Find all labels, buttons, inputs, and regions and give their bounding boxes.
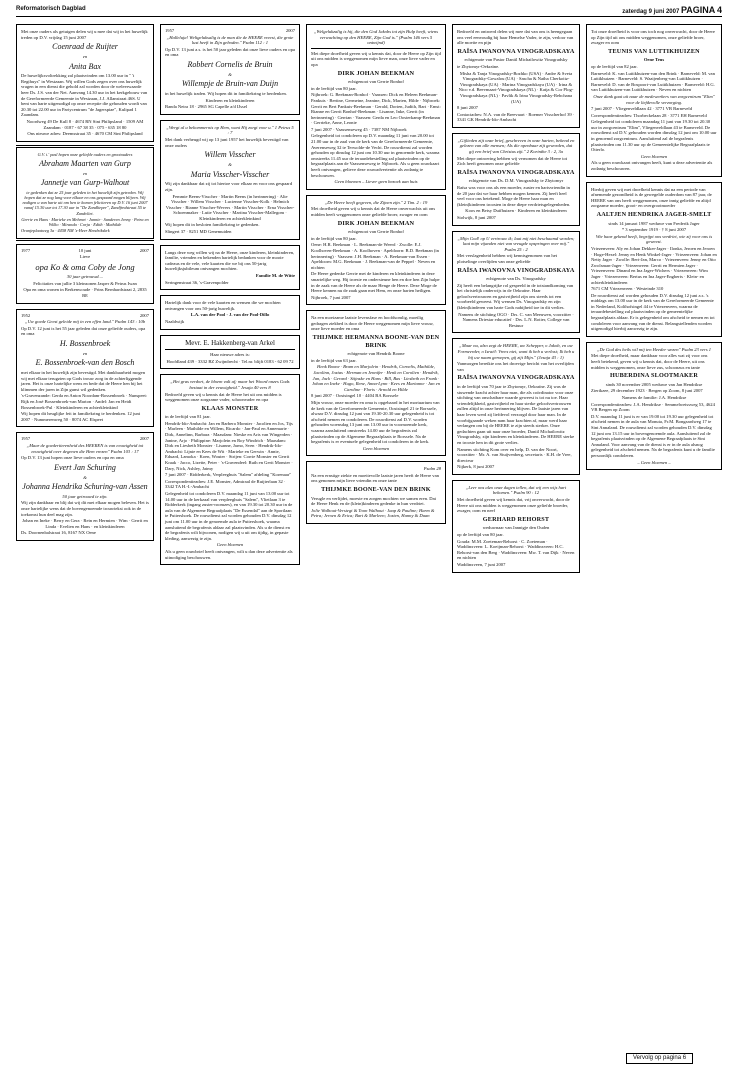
ad-body: in het huwelijk traden. Wij hopen dit in familiekring te herdenken. — [165, 91, 287, 97]
deceased-name: RAÏSA IWANOVNA VINOGRADSKAYA — [457, 47, 575, 55]
ad-obituary-jager-smelt — [586, 182, 722, 337]
ad-intro: Met droefheid geven wij u kennis dat de Heere onverwachts uit ons midden heeft weggenomen onze geliefde broer, zwager en oom — [311, 206, 436, 217]
ad-place: Waddinxveen, 7 juni 2007 — [457, 561, 506, 567]
ad-name: Abraham Maarten van Gurp — [39, 159, 131, 169]
year-end: 2007 — [139, 247, 149, 253]
ad-correspondence: Correspondentieadres: Thorbeckelaan 28 · 3771 EH Barneveld — [591, 112, 707, 118]
ad-obituary-vinogradskaya-ogo — [452, 231, 580, 334]
year-end: 2007 — [139, 312, 149, 318]
ad-body: De Heere gedenke Gerrie met de kinderen en kleinkinderen in deze smartelijke weg. Hij troeste en ondersteune hen en doe hen Zijn hulpe in de zaak van de Heere als de maar Henge de Heere. Deze Moge de Heere kennen nu de zaak gaan met Hem, en onze harten heiligen. — [311, 271, 440, 294]
ad-sub: sinds 14 januari 1987 weduwe van Frederik Jager — [608, 220, 700, 226]
ad-years — [21, 436, 149, 442]
ad-anniversary-van-gurp — [16, 147, 154, 239]
ad-family: Gerrie en Hans · Marieke en Mehmet · Jannie · Sanderen Jenny · Petra en Wilko · Miranda · Corja · Edith · Mathilde — [21, 216, 149, 228]
ad-intro: Met droefheid geven wij kennis dat, vrij onverwacht, door de Heere uit ons midden is weggenomen onze geliefde broeder, zwager, oom en neef — [457, 497, 570, 514]
ad-body: Langs deze weg willen wij na de Heere, onze kinderen, kleinkinderen, familie, vrienden en bekenden hartelijk bedanken voor de mooie cadeaus en de vele, vele kaarten die we bij ons 50-jarig huwelijksjubileum ontvangen mochten. — [165, 249, 295, 272]
ad-name: Maria Visscher-Visscher — [190, 169, 270, 179]
ad-intro: Op D.V. 13 juni hopen onze lieve ouders en opa en oma — [21, 455, 124, 461]
ad-dates: Zierikzee, 29 december 1923 · Bergen op Zoom, 8 juni 2007 — [591, 388, 703, 394]
ad-anniversary-de-bruin — [160, 24, 300, 115]
ad-body: te gedenken dat ze 25 jaar geleden in het huwelijk zijn getreden. Wij hopen dat ze nog lang voor elkaar en ons gespaard mogen blijven. Wij nodigen u van harte uit om hen te komen feliciteren op D.V. 16 juni 2007 vanaf 15.30 uur tot 17.30 uur in "De Zandlieper", Zandfredstraat 55 te Zandvliet. — [22, 189, 148, 216]
year-end: 2007 — [285, 28, 295, 33]
ad-intro: Met verslagenheid hebben wij kennisgenomen van het plotselinge overlijden van onze geliefde — [457, 253, 558, 264]
ad-intro: Na een moeizame laatste levensfase en hoofdsomlig, moeilig gedragen ziekbed is door de Heere weggenomen mijn lieve vrouw, onze lieve moeder en oma — [311, 315, 434, 332]
date: 10 juni — [78, 247, 92, 253]
ad-verse: „Maar nu, alzo zegt de HEERE, uw Schepper, o Jakob, en uw Formeerder, o Israël: Vrees niet, want ik heb u verlost; Ik heb u bij uw naam geroepen, gij zijt Mijn." (Jesaja 43 : 1) — [457, 343, 575, 360]
ad-sub: sinds 30 november 2005 weduwe van Jan Hendrikse — [605, 381, 703, 387]
ad-family: Nijbroek: G. Beekman-Bonhof · Vaassen: Dick en Heleen Beekman-Pankuis · Bertine, Germeine, Jeanine, Dick, Marten, Hilde · Nijbroek: Gerrit en Bert Pankuis-Beekman · Gerald, Dorien, Judith, Bart · Emst: Rianne en Gerrit Bonhof-Beekman · Lisanne, Inke, Gerrit (in herinnering) · Gerrian · Vaassen: Gerda en Leo Oosterkamp-Beekman · Gerrieke, Anne, Leonie — [311, 92, 441, 126]
ad-and: en — [82, 53, 88, 59]
ad-intro: Op D.V. 13 juni a.s. is het 50 jaar geleden dat onze lieve ouders en opa en oma — [165, 46, 295, 58]
ad-flowers: – Geen bloemen – — [637, 459, 671, 465]
ad-family: Barneveld: K. van Luttikhuizen-van den Brink · Barneveld: M. van Luttikhuizen · Barneveld: S. Waaijenberg-van Luttikhuizen · Barneveld: D. van de Bospoort-van Luttikhuizen · Barneveld: H.G. van Luttikhuizen-van Luttikhuizen · Neven en nichten — [591, 70, 715, 93]
ad-family: Oene: H.R. Beekman · L. Beekman-de Weerd · Zwolle: E.J. Koolhoven-Beekman · A. Koolhoven · Apeldoorn: B.D. Beekman (in herinnering) · Vaassen: J.H. Beekman · A. Beekman-van Essen · Apeldoorn: M.G. Beekman · J. Beekman-van de Peppel · Neven en nichten — [311, 242, 439, 270]
ad-sub: 50 jaar getrouwd te zijn. — [62, 493, 108, 499]
ad-intro: Hierbij geven wij met droefheid kennis dat na een periode van afnemende gezondheid is de gewegelde ouderdom van 87 jaar, de HEERE van ons heeft weggenomen, onze innig geliefde en altijd zorgzame moeder, groot- en overgrootmoeder — [591, 186, 712, 209]
ad-place: te Zhytomyr-Oekraïne. — [457, 63, 500, 69]
ad-sub: echtgenote van Hendrik Boone — [347, 351, 405, 357]
ad-address: Slingert 37 · 8251 MD Genemuiden — [165, 229, 232, 235]
ad-intro: Met onze ouders als getuigen delen wij u mee dat wij in het huwelijk treden op D.V. vrijdag 15 juni 2007 — [21, 29, 148, 40]
page-date-number: zaterdag 9 juni 2007 PAGINA 4 — [622, 5, 722, 15]
ad-verse: „Leer ons alzo onze dagen tellen, dat wij een wijs hart bekomen." Psalm 90 : 12 — [465, 484, 567, 496]
ad-name: Anita Bax — [69, 61, 101, 71]
ad-sub: echtgenoot van Gerrie Bonhof — [348, 229, 404, 235]
ad-name: Coenraad de Ruijter — [52, 42, 118, 52]
divider — [165, 349, 295, 350]
ad-date: Nijbroek, 7 juni 2007 — [311, 294, 351, 300]
ad-body: Gelegenheid tot condoleren D.V. maandag 11 juni van 13.00 uur tot 14.00 uur in de kerkzaal van verpleeghuis "Salem", Vlietlaan 3 te Ridderkerk (ingang zuster-roomzes), en van 19.30 tot 20.30 uur in de aula van de Algemene Begraafplaats "De Essendal" aan de Sportlaan te Puttershoek. De rouwdienst zal worden gehouden D.V. dinsdag 12 juni om 11.00 uur in de genoemde aula te Puttershoek, waarna aansluitend de begrafenis aldaar zal plaatsvinden. Als u de dienst en de begrafenis wilt bijwonen, nodigen wij u uit om tijdig, in gepaste kleding, aanwezig te zijn. — [165, 490, 293, 541]
ad-intro: Met diepe droefheid geven wij u kennis dat, door de Heere op Zijn tijd uit ons midden is weggenomen mijn lieve man, onze lieve vader en opa — [311, 50, 441, 67]
ad-family: Namens de familie: J.A. Hendrikse — [621, 394, 687, 400]
ad-sub: weduwnaar van Jannigje den Ouden — [482, 525, 550, 531]
ad-verse: „De Heere heeft gegeven, die Zijnen zijn." 2 Tim. 2 : 19 — [324, 199, 428, 205]
ad-intro: Op D.V. 12 juni is het 55 jaar geleden dat onze geliefde ouders, opa en oma — [21, 325, 146, 337]
ad-obituary-vinogradskaya-kom-over — [452, 338, 580, 474]
ad-correspondence: Correspondentieadres: J.E. Monster, Admiraal de Ruijterlaan 32 · 3342 TA H.-I.-Ambacht — [165, 478, 286, 490]
divider — [311, 48, 441, 49]
page-header — [16, 4, 722, 17]
ad-body: Zij heeft een belangrijke rol gespeeld in de totstandkoming van het christelijk onderwijs in de Oekraïne. Haar geloofsvertrouwen en gastvrijheid zijn ons steeds tot een voorbeeld geweest. Wij wensen Ds. Vinogradsky en zijn (klein)kinderen van harte Gods nabijheid toe in dit verlies. — [457, 282, 574, 311]
ad-correspondence: Correspondentieadres: J.A. Hendrikse · Semmelweissweg 53, 4624 VB Bergen op Zoom — [591, 401, 715, 413]
ad-age: op de leeftijd van 82 jaar. — [591, 63, 638, 69]
ad-intro: Met diepe ontroering hebben wij vernomen dat de Heere tot Zich heeft genomen onze geliefde — [457, 155, 568, 167]
ad-date: 7 juni 2007 · Vaassenseweg 45 · 7387 NM Nijbroek — [311, 126, 407, 132]
ad-intro: Na een ernstige ziekte en moeitevolle laatste jaren heeft de Heere van ons genomen mijn lieve vriendin en onze tante — [311, 472, 439, 484]
ad-verse: „Halleluja! Weltgeluksalig is de man die de HEERE vreest, die grote lust heeft in Zijn geboden." Psalm 112 : 1 — [166, 34, 294, 46]
ad-anniversary-schuring — [16, 432, 154, 541]
ad-verse: „Wergt al u bekommernis op Hem, want Hij zorgt voor u." 1 Petrus 5 : 7 — [166, 124, 294, 136]
ad-body: in de leeftijd van 70 jaar te Zhytomyr, Oekraïne. Zij was de stuwende kracht achter haar man, die als coördinator voor onze stichting van onschatbare waarde geweest is tot nu toe. Haar vriendelijkheid, gastvrijheid en haar sterke geloofsvertrouwen zullen altijd in onze herinnering blijven. De laatste jaren van haar leven werd zij liefdevol verzorgd door haar man. In de voorbijgaande weken nam haar krachten af, maar werd haar verlangen om bij de HEERE te zijn steeds sterker. Onze gedachten gaan uit naar onze broeder, Daniil Michailowitz Vinogradsky, zijn kinderen en kleinkinderen. De HEERE sterke en trooste hen in dit grote verlies. — [457, 383, 575, 445]
ad-verse: „Maar de goedertierenheid des HEEREN is van eeuwigheid tot eeuwigheid over degenen die Hem vrezen" Psalm 103 : 17 — [26, 442, 144, 454]
column-1 — [16, 24, 154, 1056]
ad-sub: echtgenote van Ds. D.M. Vinogradsky te Zhytomyr — [468, 178, 564, 184]
ad-body: Wij zijn dankbaar en blij dat wij dit met elkaar mogen beleven. Het is onze hartelijke wens dat de bovengenoemde trouwtekst ook in de toekomst hun deel mag zijn. — [21, 500, 149, 517]
ad-flowers: Geen bloemen — [216, 542, 244, 548]
ad-body: Raïsa was voor ons als een moeder, zuster en hartsvriendin in de 20 jaar dat we haar hebben mogen kennen. Zij heeft heel veel voor ons betekend. Moge de Heere haar man en (klein)kinderen troosten in deze diepe verdrietsgelegenheden. — [457, 185, 571, 207]
ad-name: Johanna Hendrika Schuring-van Assen — [22, 482, 148, 492]
ad-wedding-de-ruijter — [16, 24, 154, 142]
ad-family: 's-Gravenzande: Gerda en Anton Noordam-Bossenbroek · Nunspeet: Rijk en José Bossenbroek-van Marion · Andel: Jan en Heidi Bossenbroek-Pul · Kleinkinderen en achterkleinkind — [21, 393, 148, 410]
ad-sub: echtgenote van Ds. Vinogradsky — [486, 276, 546, 282]
ad-intro: Met diepe droefheid, maar dankbaar voor alles wat zij voor ons heeft betekend, geven wij u kennis dat, door de Heere, uit ons midden is weggenomen, onze lieve zus, schoonzus en tante — [591, 353, 708, 370]
ad-years — [165, 28, 295, 34]
ad-verse: G.V. i.' pasl hopen onze geliefde ouders en grootouders — [37, 151, 133, 157]
ad-body: Mijn vrouw, onze moeder en oma is opgebaard in het mortuarium van de kerk van de Gereformeerde Gemeente, Oostsingel 21 te Borssele, alwaar D.V. dinsdag 12 juni van 19.30-20.30 uur gelegenheid is tot afscheid nemen en condoleren. De rouwdienst zal D.V. worden gehouden woensdag 13 juni om 13.00 uur in voornoemde kerk, waarna aansluitend omstreeks 14.00 uur de begrafenis zal plaatsvinden op de Algemene Begraafplaats te Borssele. Na de begrafenis is er eventuele gelegenheid tot condoleren in de kerk. — [311, 399, 440, 445]
ad-signature: Namens de stichting OGO · Drs. C. van Meeuwen, voorzitter · Namens Driestar educatief · Drs. L.N. Rotier, College van Bestuur — [458, 311, 574, 328]
ad-body: met elkaar in het huwelijk zijn bevestigd. Met dankbaarheid mogen wij met elkaar terugzien op Gods trouw zorg in de achterliggende jaren. Het is onze hartelijke wens en bede dat de Heere hen bij het klimmen der jaren in Zijn gunst wil gedenken. — [21, 370, 145, 392]
column-5 — [586, 24, 722, 1050]
ad-family: Misha & Tanja Vinogradsky-Bozhko (USA) · Andre & Sveta Vinogradsky-Gowalou (UA) · Sascha & Natha Cherkoitz-Vinogradskaya (UA) · Marina Vinogradskaya (UA) · Irina & Nico v.d. Beevmaart-Vinogradskaya (NL) · Katja & Cor Plog-Vinogradskaya (NL) · Pavlik & Irina Vinogradsky-Rebchana (UA) — [458, 70, 574, 104]
ad-name: Evert Jan Schuring — [54, 462, 116, 472]
deceased-name: RAÏSA IWANOVNA VINOGRADSKAYA — [457, 266, 575, 274]
ad-body: Felicitaties van jullie 3 kleinzonen Jasper & Petrus Iwan — [33, 280, 137, 286]
ad-sub: echtgenoot van Gerrie Bonhof — [348, 79, 404, 85]
ad-age: in de leeftijd van 80 jaar. — [311, 235, 357, 241]
ad-and: en — [82, 350, 88, 356]
ad-name: opa Ko & oma Coby de Jong — [35, 261, 135, 272]
ad-body: Hartelijk dank voor de vele kaarten en wensen die we mochten ontvangen voor ons 50-jarig huwelijk. — [165, 300, 281, 311]
deceased-name: RAÏSA IWANOVNA VINOGRADSKAYA — [457, 168, 575, 176]
ad-and: & — [228, 161, 232, 167]
ad-place: Stolwijk, 8 juni 2007 — [457, 214, 496, 220]
column-4 — [452, 24, 580, 1056]
ad-date: 8 juni 2007 — [457, 105, 478, 111]
year-end: 2007 — [139, 436, 149, 442]
ad-note: Wij hopen dit in besloten familiekring te gedenken. — [165, 222, 260, 228]
ad-years — [21, 248, 149, 254]
deceased-name: AALTJEN HENDRIKA JAGER-SMELT — [596, 211, 712, 218]
ad-anniversary-de-jong — [16, 244, 154, 304]
ad-sub: Haar nieuwe adres is: — [210, 352, 250, 358]
ad-address: Seringenstraat 36, 's-Gravenpolder — [165, 279, 229, 285]
ad-age: in de leeftijd van 80 jaar. — [311, 85, 357, 91]
ad-address-hakkenberg — [160, 335, 300, 370]
deceased-name: KLAAS MONSTER — [201, 404, 259, 412]
column-3 — [306, 24, 446, 1056]
ad-years — [21, 313, 149, 319]
ad-obituary-rehorst — [452, 480, 580, 573]
continued-on-page-link[interactable]: Vervolg op pagina 6 — [626, 1053, 693, 1064]
ad-place: Naaldwijk — [165, 319, 185, 324]
deceased-name: THIJMKE BOONE-VAN DEN BRINK — [321, 486, 431, 494]
ad-sub: echtgenote van Pastor Daniil Michailowitz Vinogradsky — [464, 57, 568, 63]
deceased-name: DIRK JOHAN BEEKMAN — [337, 219, 415, 227]
ad-obituary-van-luttikhuizen — [586, 24, 722, 177]
ad-name: Mevr. E. Hakkenberg-van Arkel — [185, 338, 275, 347]
ad-signature: Jolie Walhout-Verstegt & Toon Walhout · Jaap & Pauline; Harm & Petra; Jeroen & Erica; Bart & Marleen; Jozien, Hanny & Daan — [311, 507, 435, 519]
ad-body: Verugle en verlijdet, moeste en zorgen mochten we samen eren. Dat de Heere Henk en de (klein)kinderen gedenke in hun verdriet. — [311, 495, 436, 507]
ad-verse: „Het gras verdort, de bloem valt af; maar het Woord onzes Gods bestaat in der eeuwigheid." Jesaja 40 vers 8 — [170, 379, 290, 390]
ad-name: H. Bossenbroek — [59, 338, 111, 348]
ad-body: De huwelijksvoltrekking zal plaatsvinden om 13.00 uur in " 't Regthuys" in Westzaan. Wij willen Gods zegen over ons huwelijk vragen in een dienst die gehold zal worden door de weleerwaarde heer Ds. J.S. van der Net. Aanvang 14.30 uur in het kerkgebouw van de Gereformeerde Gemeente in Westzaan, J.J. Allanstraat 46S. U bent van harte uitgenodigd op onze receptie die gehouden wordt van 20.30 tot 22.00 uur in Partycentrum "de Jagerspiae", Kulipad 1 Zaandam. — [21, 73, 148, 118]
ad-obituary-slootmaker — [586, 342, 722, 470]
ad-name: Willempje de Bruin-van Duijn — [181, 79, 279, 89]
ad-obituary-beekman-family — [306, 24, 446, 190]
year-start: 1957 — [165, 28, 175, 33]
ad-new-address: Ons nieuwe adres: Deemsstraat 35 · 4670 CM Sint Philipsland — [27, 131, 143, 137]
deceased-name: HUBERDINA SLOOTMAKER — [609, 372, 699, 380]
ad-flowers: Geen bloemen — [640, 153, 668, 159]
ad-verse: „Gijlieden zijt onze brief, geschreven in onze harten, bekend en gelezen van alle mensen; Als die openbaar zijt geworden, dat gij een brief van Christus zijt." 2 Korinthe 3 : 2, 3a — [457, 137, 575, 155]
ad-signature: Familie M. de Witte — [255, 273, 295, 279]
ad-flowers: Geen bloemen — [362, 445, 390, 451]
ad-address: 7671 CM Vriezenveen · Westeinde 310 — [591, 286, 664, 292]
ad-obituary-vinogradskaya-duifhuizen — [452, 133, 580, 226]
ad-dates: * 3 september 1919 · † 8 juni 2007 — [621, 227, 687, 233]
ad-end: Als u geen rouwkaart ontvangen heeft, kunt u deze advertentie als zodanig beschouwen. — [591, 160, 713, 172]
ad-address: Ds. Doornenbalstraat 16, 8167 NX Oene — [21, 530, 96, 536]
ad-intro: Tot onze droefheid is voor ons toch nog onverwacht, door de Heere op Zijn tijd uit ons midden weggenomen, onze geliefde broer, zwager en oom — [591, 29, 715, 46]
year-start: 1977 — [21, 247, 31, 253]
deceased-name: THIJMKE HERMANNA BOONE-VAN DEN BRINK — [312, 334, 440, 349]
ad-body: Gelegenheid tot condoleren maandag 11 juni van 19.30 tot 20.30 uur in zorgcentrum "Elim", Vliegenveldlaan 43 te Barneveld. De rouwdienst zal D.V. gehouden worden dinsdag 12 juni om 10.00 uur in genoemd zorgcentrum. Aansluitend zal de begrafenis plaatsvinden om 11.30 uur op de Gemeentelijke Begraafplaats te Otterlo. — [591, 119, 717, 153]
ad-obituary-beekman-siblings — [306, 195, 446, 305]
ad-family: Vriezenveen: Aly en Johan Dekker-Jager · Ilonka, Jeroen en Jeroen · Hoge-Hexel: Jenny en Henk Winkel-Jager · Vriezenveen: Johan en Netty Jager · Zwolle: Bert-Jan, Marco · Vriezenveen: Jenny en Otto Zwolsman-Jager · Vriezenveen: Gerrit en Hermien Jager · Vriezenveen: Dinand en Ina Jager-Wichers · Vriezenveen: Wim Jager · Vriezenveen: Bertus en Ina Jager-Engberts · Klein- en achterkleinkinderen — [591, 245, 717, 285]
ad-anniversary-bossenbroek — [16, 309, 154, 428]
ad-anniversary-visscher — [160, 120, 300, 240]
ad-age: in de leeftijd van 81 jaar. — [165, 414, 211, 420]
ad-obituary-boone-family — [306, 310, 446, 456]
ad-name: Willem Visscher — [204, 150, 256, 160]
deceased-name: DIRK JOHAN BEEKMAN — [337, 69, 415, 77]
ad-intro: Vanmorgen bereikte ons het droevige bericht van het overlijden van — [457, 361, 574, 372]
year-start: 1957 — [21, 436, 31, 442]
ad-verse: Wie haar gekend heeft, begrijpt ons verdriet, wie zij voor ons is geweest. — [595, 233, 713, 245]
deceased-name: GERHARD REHORST — [482, 515, 550, 523]
ad-thanks-de-witte — [160, 245, 300, 291]
ad-date: 8 juni 2007 · Oostsingel 10 · 4404 BA Borssele — [311, 393, 399, 399]
ad-address: Noordweg 49 De Kull 8 · 4674 RN Sint Philipsland · 1509 AM Zaandam · 0187 - 67 38 35 · 075 - 635 18 80 — [26, 119, 144, 130]
ad-address: Opa en oma wonen in Berkenwoude · Prins Bernhardstraat 2, 2835 BE — [23, 287, 147, 298]
ad-family: Gouda: M.M. Zoeteman-Rehorst · C. Zoeteman · Waddinxveen: L. Koeijman-Rehorst · Waddinxveen: H.C. Rehorst-van den Berg · Waddinxveen: Mw. T. van Dijk · Neven en nichten — [457, 538, 575, 561]
newspaper-name: Reformatorisch Dagblad — [16, 6, 86, 12]
ad-address: Hoofdland 439 · 3332 BZ Zwijndrecht · Tel.nr. blijft 0183 - 62 09 72 — [166, 358, 294, 364]
ad-address: Banda Neira 18 · 2965 SG Capelle a/d IJssel — [165, 104, 248, 110]
ad-date: 7 juni 2007 · Ridderkerk, Verpleeghuis "Salem" afdeling "Korenaar" — [165, 472, 292, 478]
ad-end: Als u geen rouwbrief heeft ontvangen, wilt u dan deze advertentie als uitnodiging beschouwen. — [165, 548, 293, 560]
ad-and: & — [228, 71, 232, 77]
ad-body: Wij zijn dankbaar dat zij tot hiertoe voor elkaar en voor ons gespaard zijn. — [165, 181, 293, 192]
ad-address: Oranjeplaatweg 3a · 4458 NM 's-Heer Hendrikskrk — [21, 228, 110, 234]
ad-signature: Koos en Betsy Duifhuizen · Kinderen en kleinkinderen — [465, 208, 567, 214]
ad-intro: Bedroefd en ontroerd delen wij mee dat van ons is heengegaan ons veel eenvoudig bij haar Hemelse Vader, te zijn, verloor van alle moeite en pijn — [457, 29, 574, 46]
ad-verse: Psalm 28 — [423, 466, 441, 472]
deceased-name: TEUNIS VAN LUTTIKHUIZEN — [608, 47, 700, 55]
ad-note: Onze dank gaat uit naar de medewerkers van zorgcentrum "Elim" voor de liefdevolle verzorging. — [593, 93, 715, 105]
ad-body: Gelegenheid tot condoleren op D.V. maandag 11 juni van 20.00 tot 21.00 uur in de zaal van de kerk van de Gereformeerde Gemeente, Averenseweg 32 te Terwolde-de Vecht. De rouwdienst zal worden gehouden op dinsdag 12 juni om 10.30 uur in genoemde kerk, waarna omstreeks 11.45 uur de teraardebestelling zal plaatsvinden op de begraafplaats aan de Vaassenseweg te Nijbroek. Als u geen rouwkaart heeft ontvangen, gelieve deze rouwadvertentie als zodanig te beschouwen. — [311, 133, 440, 178]
ad-obituary-boone-friends — [306, 461, 446, 524]
ad-age: op de leeftijd van 80 jaar. — [457, 532, 504, 537]
ad-place: Nijkerk, 8 juni 2007 — [457, 464, 495, 470]
ad-address: 7 juni 2007 · Vliegenveldlaan 42 · 3771 VB Barneveld — [591, 106, 693, 112]
ad-verse: „Mijn God! op U vertrouw ik; laat mij niet beschaamd worden; laat mijn vijanden niet van vreugde opspringen over mij." Psalm 25 : 2 — [457, 235, 575, 252]
ad-family: Kinderen en kleinkinderen — [205, 97, 255, 103]
ad-verse: „Uw goede Geest geleide mij in een effen land." Psalm 143 : 10b — [24, 319, 146, 325]
ad-verse: „De God des heils wil mij ten Heeder wezen" Psalm 23 vers 1 — [596, 346, 712, 352]
ad-and: en — [82, 170, 88, 176]
ad-signature: L.A. van der Pool · J. van der Pool-Dillo — [190, 312, 270, 318]
year-start: 1952 — [21, 312, 31, 318]
ad-obituary-vinogradskaya-family — [452, 24, 580, 128]
ad-obituary-monster — [160, 374, 300, 565]
ad-name: Robbert Cornelis de Bruin — [187, 59, 273, 69]
column-2 — [160, 24, 300, 1056]
ad-verse: „Welgelukzalig is hij, die den God Jakobs tot zijn Hulp heeft, wiens verwachting op den HEERE, Zijn God is." (Psalm 146 vers 5 ontwijnd) — [314, 29, 438, 46]
ad-age: in de leeftijd van 63 jaar. — [311, 357, 357, 363]
ad-name: Jannetje van Gurp-Walhout — [40, 178, 130, 188]
deceased-name: RAÏSA IWANOVNA VINOGRADSKAYA — [457, 374, 575, 382]
ad-flowers: Geen bloemen – Liever geen bezoek aan huis — [334, 179, 418, 185]
ad-family: Femmie Beens-Visscher · Martin Beens (in herinnering) · Alie Visscher · Willem Visscher · Lucienne Visscher-Kolk · Helmich Visscher · Rianne Visscher-Wevers · Martin Visscher · Erna Visscher-Schoenmaker · Lutie Visscher · Martina Visscher-Mallegom · Kleinkinderen en achterkleinkind — [165, 193, 295, 221]
ad-sub: Oene Teus — [643, 57, 665, 63]
ad-sub: 30 jaar getrouwd.... — [66, 274, 104, 280]
ad-intro: Bedroefd geven wij u kennis dat de Heere het uit ons midden is weggenomen onze zorgzame vader, schoonvader en opa — [165, 391, 282, 403]
ad-contact: Contactadres: N.A. van de Breevaart · Roemer Visscherhof 39 · 3341 GK Hendrik-Ido-Ambacht — [457, 111, 575, 123]
ad-body: De rouwdienst zal worden gehouden D.V. dinsdag 12 juni a.s. 's middags om 13.00 uur in de kerk van de Gereformeerde Gemeente in Nederland, Kolthofsingel 44 te Vriezenveen, waarna de teraardebestelling zal plaatsvinden op de gemeentelijke begraafplaats aldaar. Er is gelegenheid om afscheid te nemen en tot condoleren voor aanvang van de dienst. Belangstellenden worden uitgenodigd hierbij aanwezig te zijn. — [591, 292, 715, 332]
ad-greeting: Lieve — [79, 254, 91, 260]
ad-and: & — [83, 474, 87, 480]
ad-signature: Namens stichting Kom over en help, D. van der Noort, voorzitter · Mr. A. van Stuijvenberg, secretaris · K.H. de Vree, directeur — [457, 446, 572, 463]
ad-family: Johan en Ineke · Berry en Gera · Rein en Hermien · Wim · Gerrit en Linda · Evelien en Hans · en kleinkinderen — [22, 518, 148, 529]
ad-thanks-van-der-pool — [160, 295, 300, 329]
ad-family: Hendrik-Ido-Ambacht: Jan en Barbera Monster · Jacolien en Jos, Tijs · Marleen · Mathilde en Willem, Ricardo · Jan-Paul en Annemarie · Dirk, Annelinn, Barbara · Maasdam: Nieske en Aris van Wingerden · Janine, Arjo · Philippine: Marjolein en Roy Windrich · Maasdam: Dirk en Liesbeth Monster · Lisanne, Jarno, Sven · Hendrik-Ido-Ambacht: Lijnie en Kees de Wit · Marieke en Gerwin · Annie, Eduard, Lamoka · Koen, Wouter · Strijen: Corrie Monster en Gerrit Kraak · Jacco, Lizette, Peter · 's-Gravendeel: Ruth en Gerit Monster · Dary, Nick, Ashley, Jaimy — [165, 420, 293, 471]
ad-note: Wij hopen dit heuglijke feit in familiekring te herdenken. 12 juni 2007 · Nummerenweg 50 · 8074 AC Elspeet — [21, 411, 141, 422]
ad-intro: Met dank verheugd wij op 13 juni 1957 het huwelijk bevestigd van onze ouders — [165, 137, 289, 148]
ad-body: D.V. maandag 11 juni is er van 19.00 tot 19.30 uur gelegenheid tot afscheid nemen in de aula van Monuta, Fr.M. Bongaardweg 17 te Sint Annaland. De rouwdienst zal worden gehouden D.V. dinsdag 12 juni om 13.15 uur in bovengenoemde aula. Aansluitend zal de begrafenis plaatsvinden op de Algemene Begraafplaats te Sint Annaland. Voor aanvang van de dienst is er in de aula alsnog gelegenheid tot afscheid nemen. Na de begrafenis kunt u de familie persoonlijk condoleren. — [591, 413, 715, 458]
ad-family: Henk Boone · Bram en Marjolein · Hendrik, Cornelis, Mathilde, Jacolinn, Jozias · Herman en Jennifer · Henk en Corolien · Hendrik, Jan, Jack · Gerard · Stijnske en Hans · Bill, Bas · Liesbeth en Frank · Johan en Ineke · Hugo, Rene, Anna-Lynn · Kees en Marianne · Jan en Caroline · Floris · Arnold en Hilde — [311, 364, 441, 392]
ad-name: E. Bossenbroek-van den Bosch — [35, 358, 135, 368]
